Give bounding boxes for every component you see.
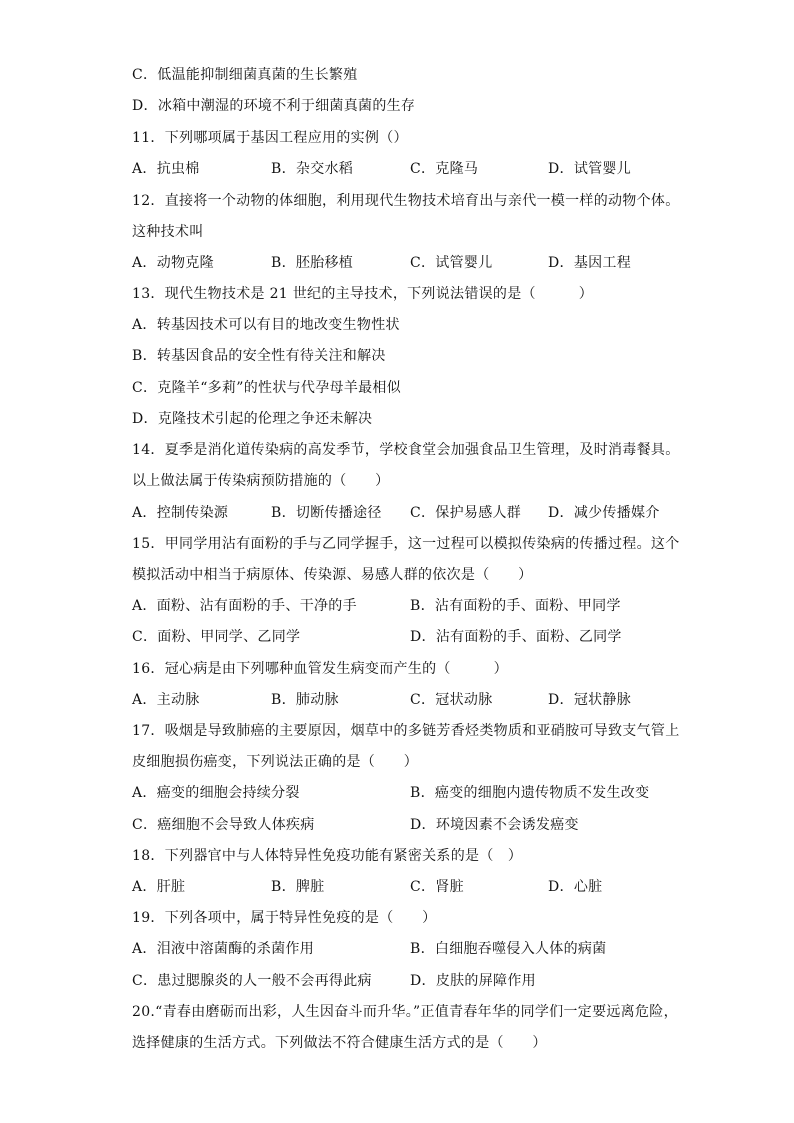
q14-option-c: C．保护易感人群	[410, 505, 522, 521]
q14-option-a: A．控制传染源	[132, 505, 229, 521]
q16-option-d: D．冠状静脉	[548, 692, 632, 708]
q19-option-a: A．泪液中溶菌酶的杀菌作用	[132, 941, 315, 957]
q13-option-c: C．克隆羊“多莉”的性状与代孕母羊最相似	[132, 380, 402, 396]
q12-option-d: D．基因工程	[548, 255, 632, 271]
q12-option-c: C．试管婴儿	[410, 255, 493, 271]
q15-option-b: B．沾有面粉的手、面粉、甲同学	[410, 598, 621, 614]
q13-option-b: B．转基因食品的安全性有待关注和解决	[132, 348, 386, 364]
q20-stem-line2: 选择健康的生活方式。下列做法不符合健康生活方式的是（ ）	[132, 1035, 547, 1051]
q12-option-a: A．动物克隆	[132, 255, 214, 271]
q13-stem: 13．现代生物技术是 21 世纪的主导技术，下列说法错误的是（ ）	[132, 286, 594, 302]
q18-option-c: C．肾脏	[410, 879, 464, 895]
q14-stem-line1: 14．夏季是消化道传染病的高发季节，学校食堂会加强食品卫生管理，及时消毒餐具。	[132, 442, 680, 458]
q15-option-c: C．面粉、甲同学、乙同学	[132, 629, 301, 645]
q15-stem-line1: 15．甲同学用沾有面粉的手与乙同学握手，这一过程可以模拟传染病的传播过程。这个	[132, 536, 680, 552]
q17-option-a: A．癌变的细胞会持续分裂	[132, 785, 300, 801]
q14-option-b: B．切断传播途径	[271, 505, 382, 521]
q16-option-a: A．主动脉	[132, 692, 200, 708]
q16-option-c: C．冠状动脉	[410, 692, 493, 708]
q11-option-b: B．杂交水稻	[271, 161, 354, 177]
q12-stem-line1: 12．直接将一个动物的体细胞，利用现代生物技术培育出与亲代一模一样的动物个体。	[132, 193, 680, 209]
q18-option-d: D．心脏	[548, 879, 603, 895]
q16-option-b: B．肺动脉	[271, 692, 339, 708]
q19-stem: 19．下列各项中，属于特异性免疫的是（ ）	[132, 910, 437, 926]
q18-stem: 18．下列器官中与人体特异性免疫功能有紧密关系的是（ ）	[132, 848, 523, 864]
q19-option-c: C．患过腮腺炎的人一般不会再得此病	[132, 973, 372, 989]
q18-option-b: B．脾脏	[271, 879, 325, 895]
q11-stem: 11．下列哪项属于基因工程应用的实例（）	[132, 130, 408, 146]
q13-option-a: A．转基因技术可以有目的地改变生物性状	[132, 317, 400, 333]
q11-option-d: D．试管婴儿	[548, 161, 632, 177]
q11-option-c: C．克隆马	[410, 161, 479, 177]
q17-option-b: B．癌变的细胞内遗传物质不发生改变	[410, 785, 650, 801]
q10-option-d: D．冰箱中潮湿的环境不利于细菌真菌的生存	[132, 98, 416, 114]
q10-option-c: C．低温能抑制细菌真菌的生长繁殖	[132, 67, 358, 83]
q14-stem-line2: 以上做法属于传染病预防措施的（ ）	[132, 473, 390, 489]
q19-option-d: D．皮肤的屏障作用	[410, 973, 536, 989]
q17-option-c: C．癌细胞不会导致人体疾病	[132, 817, 315, 833]
q20-stem-line1: 20.“青春由磨砺而出彩，人生因奋斗而升华。”正值青春年华的同学们一定要远离危险，	[132, 1004, 678, 1020]
q12-option-b: B．胚胎移植	[271, 255, 354, 271]
q18-option-a: A．肝脏	[132, 879, 186, 895]
q15-option-d: D．沾有面粉的手、面粉、乙同学	[410, 629, 622, 645]
q17-option-d: D．环境因素不会诱发癌变	[410, 817, 579, 833]
q15-option-a: A．面粉、沾有面粉的手、干净的手	[132, 598, 357, 614]
q17-stem-line1: 17．吸烟是导致肺癌的主要原因，烟草中的多链芳香烃类物质和亚硝胺可导致支气管上	[132, 723, 680, 739]
q11-option-a: A．抗虫棉	[132, 161, 200, 177]
q12-stem-line2: 这种技术叫	[132, 224, 204, 240]
q16-stem: 16．冠心病是由下列哪种血管发生病变而产生的（ ）	[132, 661, 508, 677]
q17-stem-line2: 皮细胞损伤癌变，下列说法正确的是（ ）	[132, 754, 418, 770]
q14-option-d: D．减少传播媒介	[548, 505, 660, 521]
q15-stem-line2: 模拟活动中相当于病原体、传染源、易感人群的依次是（ ）	[132, 567, 533, 583]
q19-option-b: B．白细胞吞噬侵入人体的病菌	[410, 941, 607, 957]
q13-option-d: D．克隆技术引起的伦理之争还未解决	[132, 411, 373, 427]
